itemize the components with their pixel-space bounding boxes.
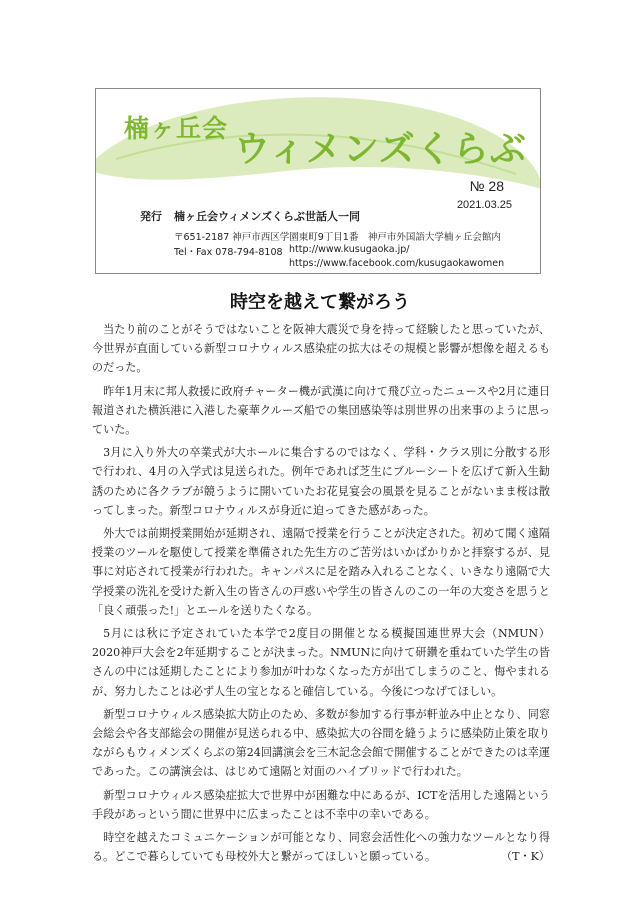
author-signature: （T・K） (501, 850, 550, 864)
website-link[interactable]: http://www.kusugaoka.jp/ (289, 244, 410, 255)
paragraph: 3月に入り外大の卒業式が大ホールに集合するのではなく、学科・クラス別に分散する形で行われ、4月の入学式は見送られた。例年であれば芝生にブルーシートを広げて新入生勧誘のために各クラブが競うように開いていたお花見宴会の風景を見ることがないまま桜は散ってしまった。新型コロナウィルスが身近に迫ってきた感があった。 (92, 446, 550, 517)
publisher-label: 発行 (140, 210, 162, 223)
paragraph: 外大では前期授業開始が延期され、遠隔で授業を行うことが決定された。初めて聞く遠隔授業のツールを駆使して授業を準備された先生方のご苦労はいかばかりかと拝察するが、見事に対応されて授業が行われた。キャンパスに足を踏み入れることなく、いきなり遠隔で大学授業の洗礼を受けた新入生の皆さんの戸惑いや学生の皆さんのこの一年の大変さを思うと「良く頑張った!」とエールを送りたくなる。 (92, 527, 550, 617)
paragraph: 新型コロナウィルス感染症拡大で世界中が困難な中にあるが、ICTを活用した遠隔という手段があっという間に世界中に広まったことは不幸中の幸いである。 (92, 788, 550, 821)
issue-date: 2021.03.25 (456, 199, 512, 211)
issue-number: № 28 (469, 178, 504, 194)
paragraph-last (92, 828, 550, 866)
paragraph-text: 時空を越えたコミュニケーションが可能となり、同窓会活性化への強力なツールとなり得る。どこで暮らしていても母校外大と繋がってほしいと願っている。 (92, 831, 550, 864)
article-body (92, 320, 550, 870)
paragraph: 5月には秋に予定されていた本学で2度目の開催となる模擬国連世界大会（NMUN）2020神戸大会を2年延期することが決まった。NMUNに向けて研鑽を重ねていた学生の皆さんの中には延期したことにより参加が叶わなくなった方が出てしまうのこと、悔やまれるが、努力したことは必ず人生の宝となると確信している。今後につなげてほしい。 (92, 627, 550, 698)
postal-address: 〒651-2187 神戸市西区学園東町9丁目1番 神戸市外国語大学楠ヶ丘会館内 (174, 232, 501, 243)
org-name: 楠ヶ丘会 (124, 114, 229, 143)
publisher-name: 楠ヶ丘会ウィメンズくらぶ世話人一同 (174, 210, 361, 223)
paragraph: 新型コロナウィルス感染拡大防止のため、多数が参加する行事が軒並み中止となり、同窓会総会や各支部総会の開催が見送られる中、感染拡大の谷間を縫うように感染防止策を取りながらもウィメンズくらぶの第24回講演会を三木記念会館で開催することができたのは幸運であった。この講演会は、はじめて遠隔と対面のハイブリッドで行われた。 (92, 707, 550, 779)
paragraph: 昨年1月末に邦人救援に政府チャーター機が武漢に向けて飛び立ったニュースや2月に連日報道された横浜港に入港した豪華クルーズ船での集団感染等は別世界の出来事のように思っていた。 (92, 384, 550, 437)
article-title: 時空を越えて繋がろう (230, 292, 410, 313)
paragraph: 当たり前のことがそうではないことを阪神大震災で身を持って経験したと思っていたが、今世界が直面している新型コロナウィルス感染症の拡大はその規模と影響が想像を超えるものだった。 (92, 323, 550, 375)
facebook-link[interactable]: https://www.facebook.com/kusugaokawomen (289, 258, 505, 269)
club-name: ウィメンズくらぶ (234, 129, 527, 170)
newsletter-header (95, 88, 541, 274)
phone-fax: Tel・Fax 078-794-8108 (174, 247, 283, 258)
